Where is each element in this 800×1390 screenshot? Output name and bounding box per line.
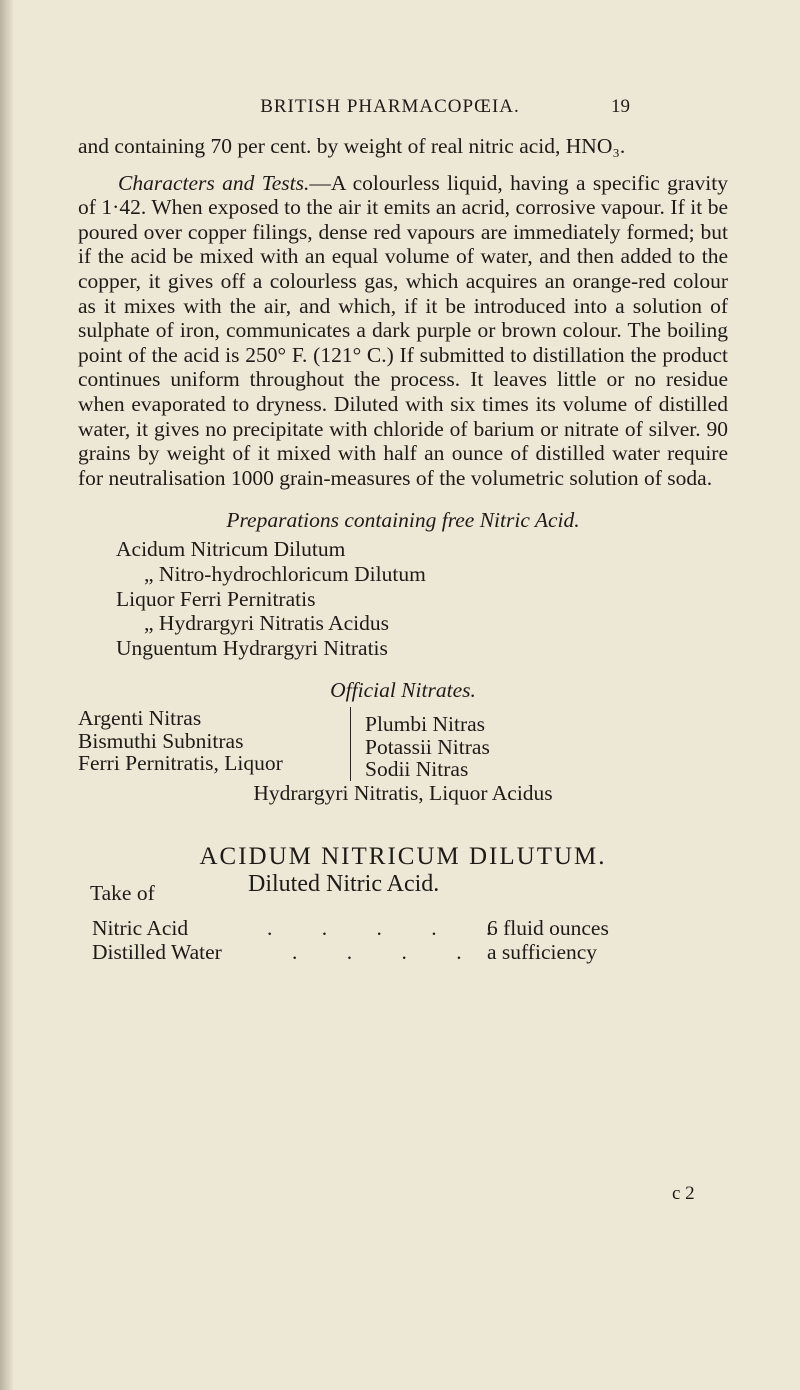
- list-item: Ferri Pernitratis, Liquor: [78, 751, 283, 776]
- ingredient-name: Distilled Water: [92, 939, 222, 964]
- list-item: Argenti Nitras: [78, 706, 202, 731]
- monograph-english-title: Diluted Nitric Acid.: [248, 870, 440, 897]
- ingredient-name: Nitric Acid: [92, 915, 189, 940]
- nitrates-bottom-entry: Hydrargyri Nitratis, Liquor Acidus: [253, 780, 553, 805]
- preparations-list: [116, 537, 728, 660]
- take-of-row: [78, 871, 728, 907]
- leader-dots: . . . .: [292, 939, 484, 964]
- list-item: Sodii Nitras: [365, 757, 469, 782]
- nitrates-right-column: [351, 707, 490, 781]
- preparations-heading: Preparations containing free Nitric Acid.: [226, 508, 580, 533]
- monograph-latin-title: ACIDUM NITRICUM DILUTUM.: [199, 842, 607, 870]
- leader-dots: . . . . .: [267, 915, 514, 940]
- book-spine-shadow: [0, 0, 14, 1390]
- list-item: Acidum Nitricum Dilutum: [116, 537, 346, 562]
- list-item: Plumbi Nitras: [365, 712, 486, 737]
- ingredient-quantity: a sufficiency: [487, 939, 598, 964]
- signature-mark: c 2: [672, 1183, 695, 1204]
- list-item: Bismuthi Subnitras: [78, 728, 244, 753]
- ingredients-list: [92, 907, 728, 977]
- characters-text: —A colourless liquid, having a specific gravity of 1·42. When exposed to the air it emits an acrid, corrosive vapour. If it be poured over copper filings, dense red vapours are immediately formed; but if the acid be mixed with an equal volume of water, and then added to the copper, it gives off a colourless gas, which acquires an orange-red colour as it mixes with the air, and which, if it be introduced into a solution of sulphate of iron, communicates a dark purple or brown colour. The boiling point of the acid is 250° F. (121° C.) If submitted to distillation the product continues uniform throughout the process. It leaves little or no residue when evaporated to dryness. Diluted with six times its volume of distilled water, it gives no precipitate with chloride of barium or nitrate of silver. 90 grains by weight of it mixed with half an ounce of distilled water require for neutralisation 1000 grain-measures of the volumetric solution of soda.: [78, 170, 729, 490]
- official-nitrates-heading: Official Nitrates.: [330, 678, 476, 703]
- list-item: „ Nitro-hydrochloricum Dilutum: [144, 561, 426, 586]
- official-nitrates-table: [78, 707, 728, 781]
- intro-paragraph: and containing 70 per cent. by weight of real nitric acid, HNO₃.: [78, 134, 626, 158]
- list-item: Potassii Nitras: [365, 734, 490, 759]
- characters-heading: Characters and Tests.: [118, 170, 310, 195]
- ingredient-quantity: 6 fluid ounces: [487, 915, 609, 940]
- list-item: Liquor Ferri Pernitratis: [116, 586, 316, 611]
- page-number: 19: [611, 96, 630, 117]
- list-item: Unguentum Hydrargyri Nitratis: [116, 635, 388, 660]
- take-of-label: Take of: [90, 880, 155, 905]
- list-item: „ Hydrargyri Nitratis Acidus: [144, 611, 390, 636]
- nitrates-left-column: [78, 707, 351, 781]
- page-body: [78, 134, 728, 977]
- characters-paragraph: [78, 171, 728, 491]
- running-head: BRITISH PHARMACOPŒIA.: [260, 96, 520, 117]
